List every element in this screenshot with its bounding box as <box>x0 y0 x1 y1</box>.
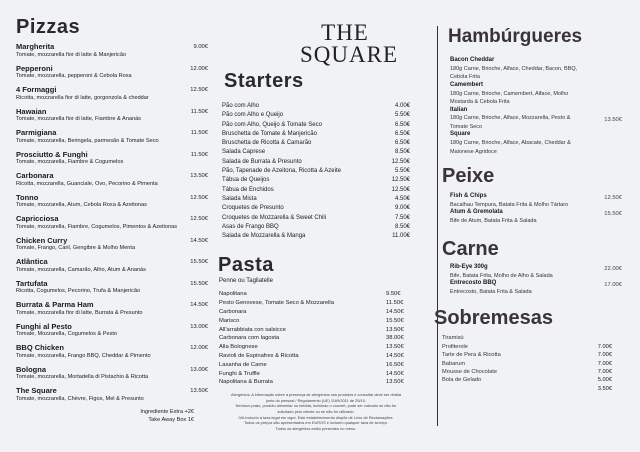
item-name: Square <box>450 131 471 138</box>
item-name: Atlântica <box>16 257 48 266</box>
item-description: Ricotta, mozzarella, Guanciale, Ovo, Pecorino & Pimenta <box>16 180 158 187</box>
item-name: Parmigiana <box>16 128 57 137</box>
sobremesas-title: Sobremesas <box>434 307 553 330</box>
menu-item <box>218 149 414 158</box>
menu-item <box>218 177 414 186</box>
menu-item <box>440 335 622 343</box>
item-name: Salada de Mozzarella & Manga <box>222 233 306 240</box>
item-price: 12.50€ <box>190 216 208 222</box>
item-name: Pão com Alho <box>222 103 260 109</box>
menu-item <box>218 233 414 242</box>
item-name: Tarte de Pera & Ricotta <box>442 352 501 359</box>
item-price: 6.50€ <box>394 130 410 137</box>
note-line: solicitado pelo cliente ou se não for utilizado. <box>277 409 355 414</box>
item-description: Maionese Agridoce <box>450 148 497 155</box>
item-price: 8.50€ <box>394 149 410 156</box>
item-price: 38.00€ <box>386 335 404 342</box>
item-description: Tomate, Mozzarella, Cogumelos & Pesto <box>16 331 118 337</box>
item-price: 8.50€ <box>394 223 410 230</box>
item-price: 14.50€ <box>386 309 404 316</box>
item-price: 9.00€ <box>394 205 410 212</box>
item-name: Tonno <box>16 192 39 202</box>
item-description: Tomate, mozzarella, Fiambre & Cogumelos <box>16 159 124 165</box>
item-price: 5.00€ <box>597 377 612 384</box>
menu-item <box>440 264 622 280</box>
item-name: Fish & Chips <box>450 193 487 200</box>
menu-item <box>218 103 414 112</box>
item-description: Tomate, mozzarella fior di latte, Burrata & Presunto <box>16 309 143 316</box>
note-line: junto do pessoal / Regulamento (UE) 1169/2011 de 25/10. <box>266 397 366 403</box>
item-name: Bruschetta de Tomate & Manjericão <box>222 130 317 137</box>
logo-line-2: SQUARE <box>300 42 399 67</box>
item-price: 11.50€ <box>386 300 404 307</box>
item-name: Pão com Alho e Queijo <box>222 112 284 119</box>
item-name: 4 Formaggi <box>16 85 57 94</box>
item-name: Croquetes de Presunto <box>222 205 284 212</box>
item-name: Italian <box>450 106 468 113</box>
item-description: Tomate, mozzarella fior di latte & Manjericão <box>16 51 127 58</box>
item-price: 12.50€ <box>391 158 410 165</box>
menu-item <box>440 209 622 225</box>
item-price: 15.50€ <box>190 280 208 287</box>
item-description: 180g Carne, Brioche, Alface, Cheddar, Bacon, BBQ, <box>450 65 578 72</box>
menu-item <box>16 322 212 344</box>
item-price: 7.00€ <box>597 360 612 367</box>
item-name: Chicken Curry <box>16 235 68 245</box>
menu-item <box>218 318 414 327</box>
menu-item <box>440 107 622 132</box>
item-name: The Square <box>16 386 57 395</box>
menu-item <box>440 352 622 360</box>
item-name: Alla Bolognese <box>219 344 258 351</box>
divider-line <box>437 26 438 426</box>
item-name: Salada de Burrata & Presunto <box>222 158 302 165</box>
note-line: Todos os alergénios estão presentes no menu. <box>275 425 357 431</box>
item-name: Carbonara <box>16 171 54 180</box>
item-name: Napolitana & Burrata <box>219 379 273 386</box>
menu-item <box>16 236 212 258</box>
item-price: 11.00€ <box>392 233 410 240</box>
item-name: Bacon Cheddar <box>450 57 495 63</box>
menu-item <box>16 343 212 365</box>
item-name: Salada Mista <box>222 195 257 202</box>
menu-item <box>218 131 414 140</box>
item-price: 11.50€ <box>190 151 208 158</box>
item-name: Camembert <box>450 81 484 88</box>
item-price: 13.50€ <box>386 326 404 333</box>
item-description: Tomate, mozzarella, Chèvre, Figos, Mel & Presunto <box>16 395 144 402</box>
menu-item <box>16 150 212 172</box>
item-name: Pepperoni <box>16 63 53 73</box>
item-price: 9.00€ <box>193 44 208 50</box>
item-name: Marisco <box>219 317 240 324</box>
item-price: 14.50€ <box>190 302 208 308</box>
item-price: 7.00€ <box>597 343 612 350</box>
item-name: Pão com Alho, Queijo & Tomate Seco <box>222 121 322 128</box>
menu-item <box>218 112 414 121</box>
item-description: Tomate, mozzarella, Atum, Cebola Roxa & Azeitonas <box>16 202 147 208</box>
menu-item <box>218 122 414 131</box>
pasta-subtitle: Penne ou Tagliatelle <box>219 278 273 285</box>
item-price: 7.50€ <box>394 214 410 221</box>
menu-item <box>218 196 414 205</box>
item-price: 12.50€ <box>604 195 622 202</box>
item-description: Tomate, mozzarella, Fiambre, Cogumelos, Pimentos & Azeitonas <box>16 223 178 230</box>
item-price: 13.50€ <box>386 379 404 386</box>
item-description: Tomate, mozzarella, Mortadella di Pistachio & Ricotta <box>16 374 149 380</box>
menu-item <box>218 344 414 353</box>
item-name: All'arrabbiata con salsicce <box>219 326 286 333</box>
item-price: 13.50€ <box>604 116 622 123</box>
extra-ingredient-note: Ingrediente Extra +2€ <box>140 408 194 415</box>
menu-item <box>16 128 212 150</box>
item-name: Mousse de Chocolate <box>442 368 498 375</box>
menu-item <box>16 107 212 129</box>
item-price: 14.50€ <box>386 370 404 377</box>
menu-item <box>218 168 414 177</box>
item-price: 12.50€ <box>190 87 208 93</box>
menu-item <box>16 42 212 64</box>
item-description: Tomate, mozzarella, Frango BBQ, Cheddar & Pimento <box>16 352 151 359</box>
item-name: Bologna <box>16 364 46 374</box>
item-name: Tábua de Queijos <box>222 177 270 184</box>
item-price: 17.00€ <box>604 282 622 289</box>
peixe-list <box>440 193 622 226</box>
menu-item <box>218 371 414 380</box>
the-square-logo <box>300 20 399 67</box>
menu-item <box>16 214 212 236</box>
pizza-list <box>16 42 212 408</box>
item-price: 13.50€ <box>190 173 208 179</box>
menu-item <box>218 215 414 224</box>
item-price: 14.50€ <box>190 237 208 244</box>
starters-pasta-section <box>218 16 414 431</box>
item-description: Ricotta, Cogumelos, Pecorino, Trufa & Manjericão <box>16 288 141 294</box>
carne-list <box>440 264 622 297</box>
menu-item <box>218 327 414 336</box>
item-name: Tábua de Enchidos <box>222 186 274 193</box>
menu-item <box>440 57 622 82</box>
menu-item <box>218 187 414 196</box>
item-price: 11.50€ <box>190 108 208 115</box>
item-name: Tartufata <box>16 278 48 288</box>
item-price: 12.00€ <box>190 345 208 351</box>
menu-item <box>440 193 622 209</box>
item-name: Pão, Tapenade de Azeitona, Ricotta & Azeite <box>222 168 341 175</box>
allergen-notes <box>218 392 414 431</box>
pizza-extras <box>16 408 212 425</box>
item-description: Bife de Atum, Batata Frita & Salada <box>450 218 537 225</box>
item-description: Tomate, Frango, Caril, Gengibre & Molho Menta <box>16 245 136 251</box>
item-price: 5.50€ <box>394 168 410 175</box>
item-name: Capricciosa <box>16 214 59 223</box>
item-price: 16.50€ <box>386 361 404 368</box>
takeaway-note: Take Away Box 1€ <box>148 417 194 423</box>
menu-item <box>218 159 414 168</box>
menu-item <box>440 280 622 296</box>
hamburgueres-title: Hambúrgueres <box>448 26 583 47</box>
starters-list <box>218 103 414 242</box>
peixe-title: Peixe <box>442 165 495 188</box>
item-name: Margherita <box>16 42 55 51</box>
item-name: Hawaian <box>16 106 47 116</box>
item-name: Babarum <box>442 360 466 367</box>
item-price: 4.00€ <box>394 103 410 109</box>
menu-item <box>16 386 212 408</box>
menu-item <box>16 64 212 86</box>
menu-item <box>440 361 622 369</box>
menu-item <box>218 205 414 214</box>
item-name: Burrata & Parma Ham <box>16 300 94 309</box>
item-name: Entrecosto BBQ <box>450 280 497 287</box>
item-price: 6.50€ <box>394 121 410 128</box>
menu-item <box>16 193 212 215</box>
menu-item <box>218 309 414 318</box>
dessert-list <box>440 335 622 394</box>
item-price: 15.50€ <box>604 211 622 218</box>
menu-item <box>218 335 414 344</box>
item-name: Funghi al Pesto <box>16 321 72 331</box>
menu-item <box>218 362 414 371</box>
item-description: Cebola Frita <box>450 74 480 81</box>
carne-title: Carne <box>442 237 499 260</box>
item-name: Funghi & Truffle <box>219 370 260 377</box>
menu-item <box>440 386 622 394</box>
menu-item <box>440 82 622 107</box>
item-price: 13.50€ <box>190 388 208 394</box>
menu-item <box>440 369 622 377</box>
item-price: 15.50€ <box>190 259 208 265</box>
menu-item <box>16 171 212 193</box>
item-name: Rib-Eye 300g <box>450 263 488 270</box>
item-name: Tiramisù <box>442 335 464 342</box>
item-name: Prosciutto & Funghi <box>16 149 88 159</box>
item-price: 13.00€ <box>190 323 208 330</box>
item-name: Pesto Genovese, Tomate Seco & Mozzarella <box>219 300 334 307</box>
item-description: 180g Carne, Brioche, Alface, Abacate, Cheddar & <box>450 140 571 147</box>
item-price: 12.50€ <box>391 177 410 184</box>
item-name: Bruschetta de Ricotta & Camarão <box>222 140 312 147</box>
item-name: Asas de Frango BBQ <box>222 223 279 230</box>
note-line: Nenhum prato, produto alimentar ou bebida, incluindo o couvert, pode ser cobrado se não for <box>235 403 397 409</box>
item-name: Lasanha de Carne <box>219 361 267 368</box>
item-price: 6.50€ <box>394 140 410 147</box>
menu-sheet <box>0 8 640 452</box>
item-price: 12.00€ <box>190 65 208 72</box>
menu-item <box>218 224 414 233</box>
item-price: 7.00€ <box>597 368 612 375</box>
item-price: 3.50€ <box>597 385 612 392</box>
item-name: Croquetes de Mozzarella & Sweet Chili <box>222 214 327 221</box>
item-price: 14.50€ <box>386 353 404 360</box>
item-name: Atum & Gremolata <box>450 209 503 216</box>
starters-title: Starters <box>224 70 304 92</box>
menu-item <box>218 291 414 300</box>
mains-section <box>434 26 622 394</box>
item-name: Carbonara <box>219 309 247 316</box>
item-name: BBQ Chicken <box>16 343 64 352</box>
item-description: Tomate, mozzarella, Beringela, parmesão & Tomate Seco <box>16 137 159 144</box>
menu-item <box>16 85 212 107</box>
burger-list <box>440 57 622 156</box>
menu-item <box>218 353 414 362</box>
item-description: Mostarda & Cebola Frita <box>450 99 510 106</box>
item-description: 180g Carne, Brioche, Camembert, Alface, Molho <box>450 90 569 97</box>
note-line: Alergénios: A informação sobre a presença de alergénios nos produtos e consultar deve ser obtida <box>231 392 401 398</box>
item-description: 180g Carne, Brioche, Alface, Mozzarella, Pesto & <box>450 115 571 122</box>
menu-item <box>440 377 622 385</box>
logo-line-1: THE <box>321 20 369 45</box>
menu-item <box>218 140 414 149</box>
item-price: 7.00€ <box>597 352 612 359</box>
menu-item <box>218 379 414 388</box>
item-description: Bacalhau Tempura, Batata Frita & Molho Tártaro <box>450 201 569 208</box>
item-price: 15.50€ <box>386 317 404 324</box>
pasta-list <box>218 291 414 388</box>
pizzas-title: Pizzas <box>16 16 81 38</box>
menu-item <box>440 131 622 156</box>
item-price: 12.50€ <box>391 186 410 193</box>
menu-item <box>218 300 414 309</box>
item-name: Carbonara com lagosta <box>219 335 280 342</box>
item-price: 22.00€ <box>604 265 622 272</box>
item-description: Tomate Seco <box>450 123 483 130</box>
item-name: Napolitana <box>219 291 247 298</box>
item-price: 12.50€ <box>190 194 208 201</box>
item-name: Profiterole <box>442 343 468 350</box>
note-line: IVA incluído à taxa legal em vigor. Este estabelecimento dispõe de Livro de Reclamações. <box>238 414 394 420</box>
note-line: Todos os preços são apresentados em EUROS e incluem qualquer taxa de serviço. <box>243 420 389 426</box>
item-name: Salada Caprese <box>222 149 266 156</box>
item-name: Bola de Gelado <box>442 377 482 384</box>
item-description: Bife, Batata Frita, Molho de Alho & Salada <box>450 272 553 279</box>
item-price: 9.50€ <box>386 291 401 298</box>
item-description: Ricotta, mozzarella fior di latte, gorgonzola & cheddar <box>16 94 149 101</box>
item-price: 11.50€ <box>190 130 208 136</box>
item-description: Tomate, mozzarella, Camarão, Alho, Atum & Ananás <box>16 266 146 273</box>
menu-item <box>16 300 212 322</box>
item-name: Ravioli de Espinafres & Ricotta <box>219 353 299 360</box>
pasta-title: Pasta <box>218 254 274 277</box>
menu-item <box>16 279 212 301</box>
menu-item <box>16 257 212 279</box>
item-description: Tomate, mozzarella fior di latte, Fiambre & Ananás <box>16 116 141 122</box>
pizzas-section <box>16 16 212 425</box>
menu-item <box>440 344 622 352</box>
item-price: 5.50€ <box>394 112 410 119</box>
item-description: Entrecosto, Batata Frita & Salada <box>450 288 532 295</box>
item-description: Tomate, mozzarella, pepperoni & Cebola Roxa <box>16 73 132 79</box>
item-price: 13.00€ <box>190 366 208 373</box>
item-price: 13.50€ <box>386 344 404 351</box>
menu-item <box>16 365 212 387</box>
item-price: 4.50€ <box>394 195 410 202</box>
